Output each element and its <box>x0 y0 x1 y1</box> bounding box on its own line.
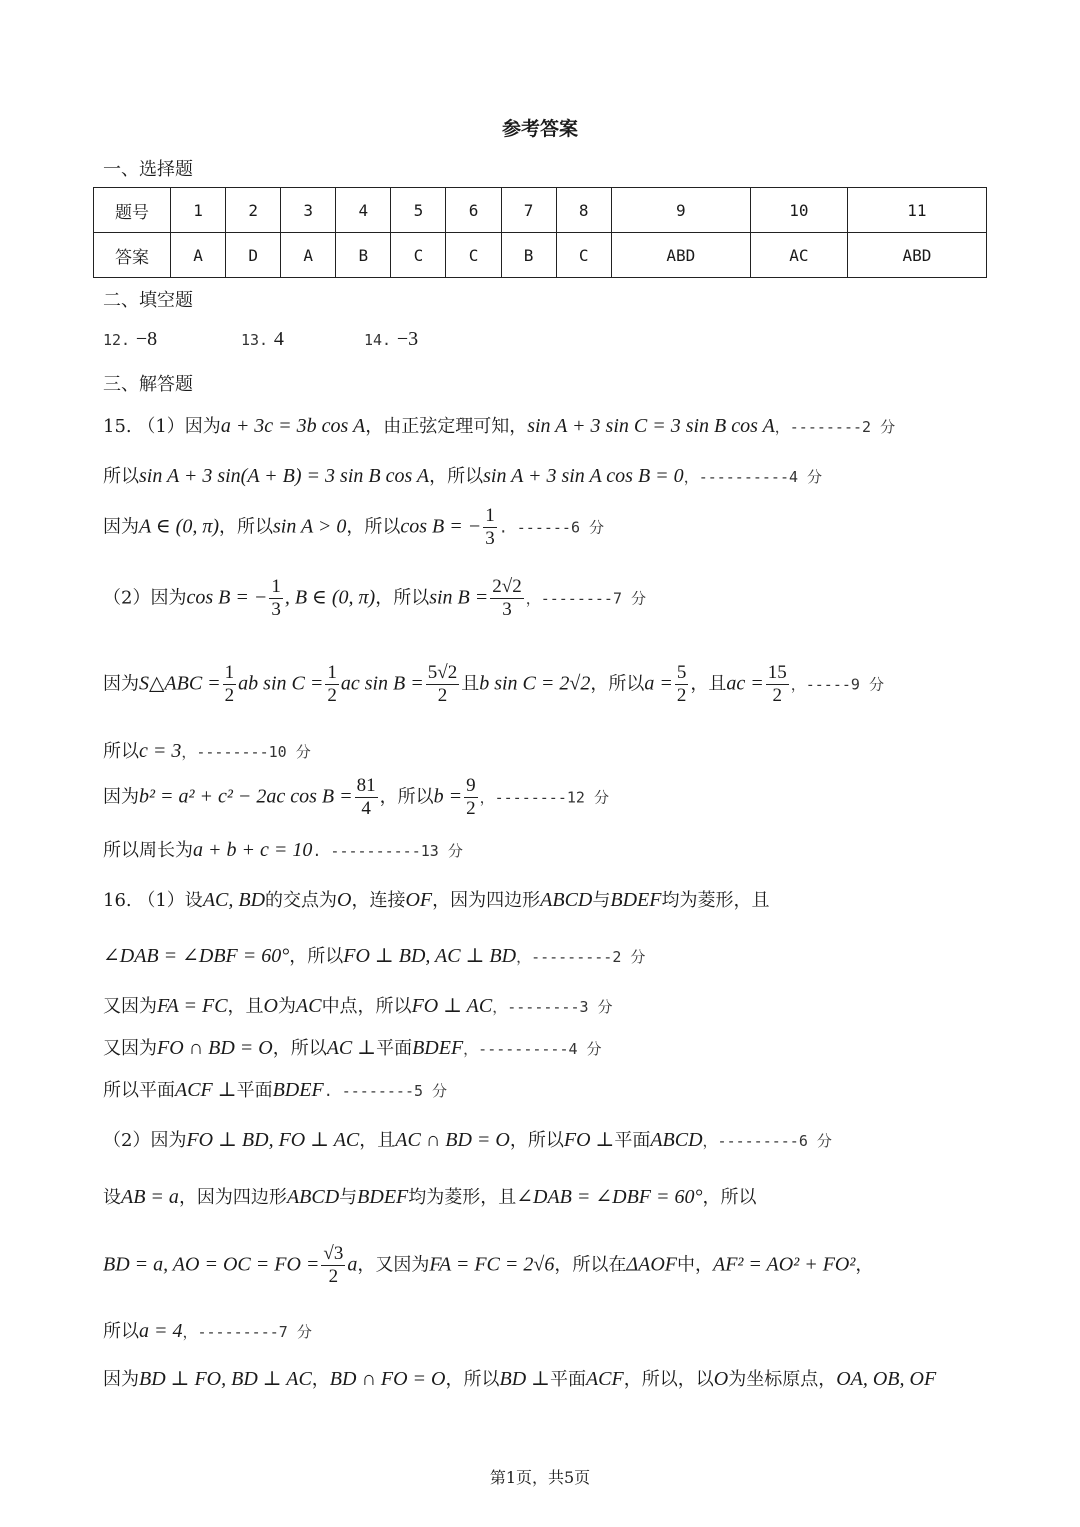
table-cell: A <box>171 233 226 278</box>
table-cell: 8 <box>556 188 611 233</box>
solution-line: 因为BD ⊥ FO, BD ⊥ AC，BD ∩ FO = O，所以BD ⊥平面ACF，所以，以O为坐标原点，OA, OB, OF <box>103 1368 937 1390</box>
page-title: 参考答案 <box>501 118 578 140</box>
table-header-answer: 答案 <box>94 233 171 278</box>
table-cell: AC <box>750 233 847 278</box>
table-cell: 7 <box>501 188 556 233</box>
table-cell: ABD <box>847 233 986 278</box>
fraction: $\frac{√3}{2}$ <box>323 1243 344 1287</box>
table-cell: 1 <box>171 188 226 233</box>
table-cell: 5 <box>391 188 446 233</box>
table-cell: C <box>446 233 501 278</box>
table-cell: 2 <box>226 188 281 233</box>
solution-line: ∠DAB = ∠DBF = 60°，所以FO ⊥ BD, AC ⊥ BD，---------2 分 <box>103 945 646 967</box>
answer-table <box>93 187 987 278</box>
table-cell: 10 <box>750 188 847 233</box>
table-row-answers <box>94 233 987 278</box>
solution-line: 又因为FA = FC，且O为AC中点，所以FO ⊥ AC，--------3 分 <box>103 995 613 1017</box>
fill-answer-13: 13. 4 <box>241 328 284 350</box>
fraction: $\frac{1}{3}$ <box>271 576 281 620</box>
solution-line: 因为b² = a² + c² − 2ac cos B = $\frac{81}{4}$ ，所以b = $\frac{9}{2}$ ，--------12 分 <box>103 775 609 819</box>
table-cell: 6 <box>446 188 501 233</box>
table-cell: B <box>336 233 391 278</box>
fraction: $\frac{15}{2}$ <box>767 662 787 706</box>
section-choice-heading: 一、选择题 <box>103 159 193 180</box>
fraction: $\frac{2√2}{3}$ <box>492 576 522 620</box>
table-cell: ABD <box>611 233 750 278</box>
table-cell: B <box>501 233 556 278</box>
fill-answer-12: 12. −8 <box>103 328 158 350</box>
solution-line: 所以周长为a + b + c = 10. ----------13 分 <box>103 839 463 861</box>
table-cell: 11 <box>847 188 986 233</box>
fraction: $\frac{5√2}{2}$ <box>427 662 458 706</box>
table-cell: D <box>226 233 281 278</box>
page-number-footer: 第1页，共5页 <box>489 1468 591 1487</box>
section-solve-heading: 三、解答题 <box>103 374 193 395</box>
solution-line: 15. （1）因为a + 3c = 3b cos A，由正弦定理可知，sin A + 3 sin C = 3 sin B cos A，--------2 分 <box>103 415 896 437</box>
fraction: $\frac{1}{3}$ <box>485 505 495 549</box>
section-fill-heading: 二、填空题 <box>103 290 193 311</box>
solution-line: 设AB = a，因为四边形ABCD与BDEF均为菱形，且∠DAB = ∠DBF = 60°，所以 <box>103 1186 757 1208</box>
solution-line: 所以a = 4，---------7 分 <box>103 1320 312 1342</box>
table-cell: A <box>281 233 336 278</box>
fraction: $\frac{1}{2}$ <box>224 662 235 706</box>
solution-line: 所以sin A + 3 sin(A + B) = 3 sin B cos A，所以sin A + 3 sin A cos B = 0，----------4 分 <box>103 465 823 487</box>
solution-line: 所以平面ACF ⊥平面BDEF. --------5 分 <box>103 1079 448 1101</box>
solution-line: 又因为FO ∩ BD = O，所以AC ⊥平面BDEF，----------4 分 <box>103 1037 602 1059</box>
fraction: $\frac{9}{2}$ <box>466 775 476 819</box>
table-row-numbers <box>94 188 987 233</box>
fraction: $\frac{1}{2}$ <box>327 662 337 706</box>
table-cell: 9 <box>611 188 750 233</box>
fill-answer-14: 14. −3 <box>364 328 419 350</box>
solution-line: （2）因为cos B = − $\frac{1}{3}$ , B ∈ (0, π)，所以sin B = $\frac{2√2}{3}$ ，--------7 分 <box>103 576 647 620</box>
solution-line: （2）因为FO ⊥ BD, FO ⊥ AC，且AC ∩ BD = O，所以FO ⊥平面ABCD，---------6 分 <box>103 1129 832 1151</box>
solution-line: 因为A ∈ (0, π)，所以sin A > 0，所以cos B = − $\frac{1}{3}$ . ------6 分 <box>103 505 605 549</box>
table-cell: 4 <box>336 188 391 233</box>
fraction: $\frac{81}{4}$ <box>356 775 376 819</box>
solution-line: 所以c = 3，--------10 分 <box>103 740 311 762</box>
table-cell: C <box>556 233 611 278</box>
fraction: $\frac{5}{2}$ <box>676 662 687 706</box>
solution-line: BD = a, AO = OC = FO = $\frac{√3}{2}$ a，又因为FA = FC = 2√6，所以在ΔAOF中，AF² = AO² + FO²， <box>103 1243 874 1287</box>
table-cell: C <box>391 233 446 278</box>
solution-line: 因为S△ABC = $\frac{1}{2}$ ab sin C = $\frac{1}{2}$ ac sin B = $\frac{5√2}{2}$ 且b sin C = 2√2，所以a = $\frac{5}{2}$ ，且ac = $\frac{15}{2}$ ，-----9 分 <box>103 662 884 706</box>
solution-line: 16. （1）设AC, BD的交点为O，连接OF，因为四边形ABCD与BDEF均为菱形，且 <box>103 889 770 911</box>
table-cell: 3 <box>281 188 336 233</box>
table-header-number: 题号 <box>94 188 171 233</box>
